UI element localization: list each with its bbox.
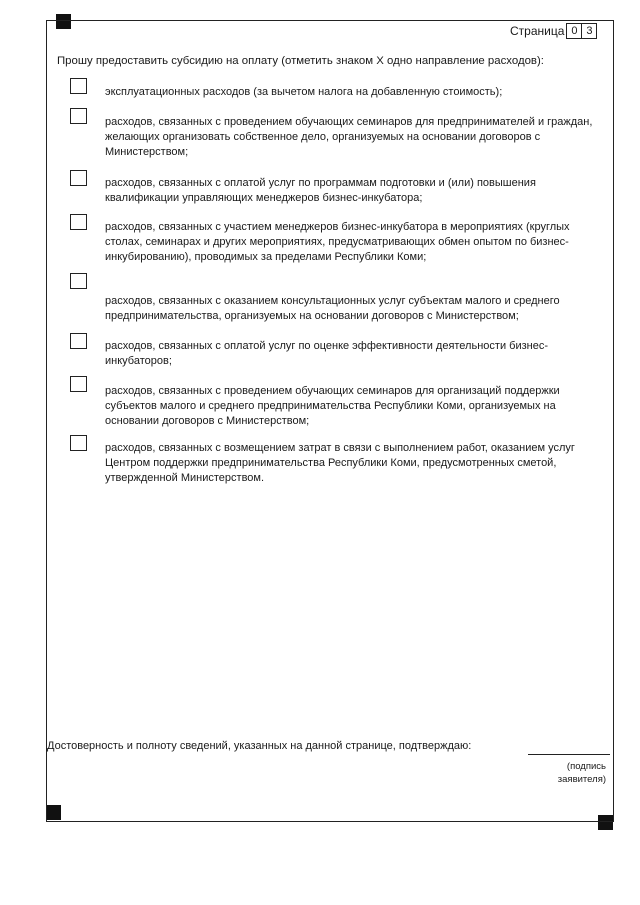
checkbox-consulting-services[interactable] bbox=[70, 273, 87, 289]
option-text: расходов, связанных с оплатой услуг по программам подготовки и (или) повышения квалификации управляющих менеджеров бизнес-инкубатора; bbox=[105, 177, 536, 204]
page-digit-2: 3 bbox=[581, 23, 597, 39]
option-text: расходов, связанных с участием менеджеров бизнес-инкубатора в мероприятиях (круглых столах, семинарах и других мероприятиях, предусматривающих обмен опытом по бизнес-инкубированию), проводимых за пределами Республики Коми; bbox=[105, 221, 570, 263]
intro-text: Прошу предоставить субсидию на оплату (отметить знаком X одно направление расходов): bbox=[57, 55, 544, 67]
signature-caption: (подпись заявителя) bbox=[557, 761, 606, 785]
checkbox-support-center-costs[interactable] bbox=[70, 435, 87, 451]
page-digit-1: 0 bbox=[566, 23, 582, 39]
signature-line[interactable] bbox=[528, 754, 610, 755]
checkbox-training-seminars-entrepreneurs[interactable] bbox=[70, 108, 87, 124]
option-text: расходов, связанных с возмещением затрат в связи с выполнением работ, оказанием услуг Центром поддержки предпринимательства Республики Коми, предусмотренных сметой, утвержденной Министерством. bbox=[105, 442, 575, 484]
page-label: Страница bbox=[510, 24, 565, 38]
checkbox-manager-events[interactable] bbox=[70, 214, 87, 230]
checkbox-efficiency-evaluation[interactable] bbox=[70, 333, 87, 349]
option-text: расходов, связанных с проведением обучающих семинаров для организаций поддержки субъектов малого и среднего предпринимательства Республики Коми, организуемых на основании договоров с Министерством; bbox=[105, 385, 560, 427]
confirmation-text: Достоверность и полноту сведений, указанных на данной странице, подтверждаю: bbox=[47, 740, 472, 752]
checkbox-operating-expenses[interactable] bbox=[70, 78, 87, 94]
option-text: эксплуатационных расходов (за вычетом налога на добавленную стоимость); bbox=[105, 86, 503, 98]
option-text: расходов, связанных с проведением обучающих семинаров для предпринимателей и граждан, желающих организовать собственное дело, организуемых на основании договоров с Министерством; bbox=[105, 116, 593, 158]
page-counter bbox=[510, 23, 597, 39]
checkbox-manager-training[interactable] bbox=[70, 170, 87, 186]
option-text: расходов, связанных с оплатой услуг по оценке эффективности деятельности бизнес-инкубаторов; bbox=[105, 340, 548, 367]
checkbox-training-seminars-support-orgs[interactable] bbox=[70, 376, 87, 392]
option-text: расходов, связанных с оказанием консультационных услуг субъектам малого и среднего предпринимательства, организуемых на основании договоров с Министерством; bbox=[105, 295, 560, 322]
